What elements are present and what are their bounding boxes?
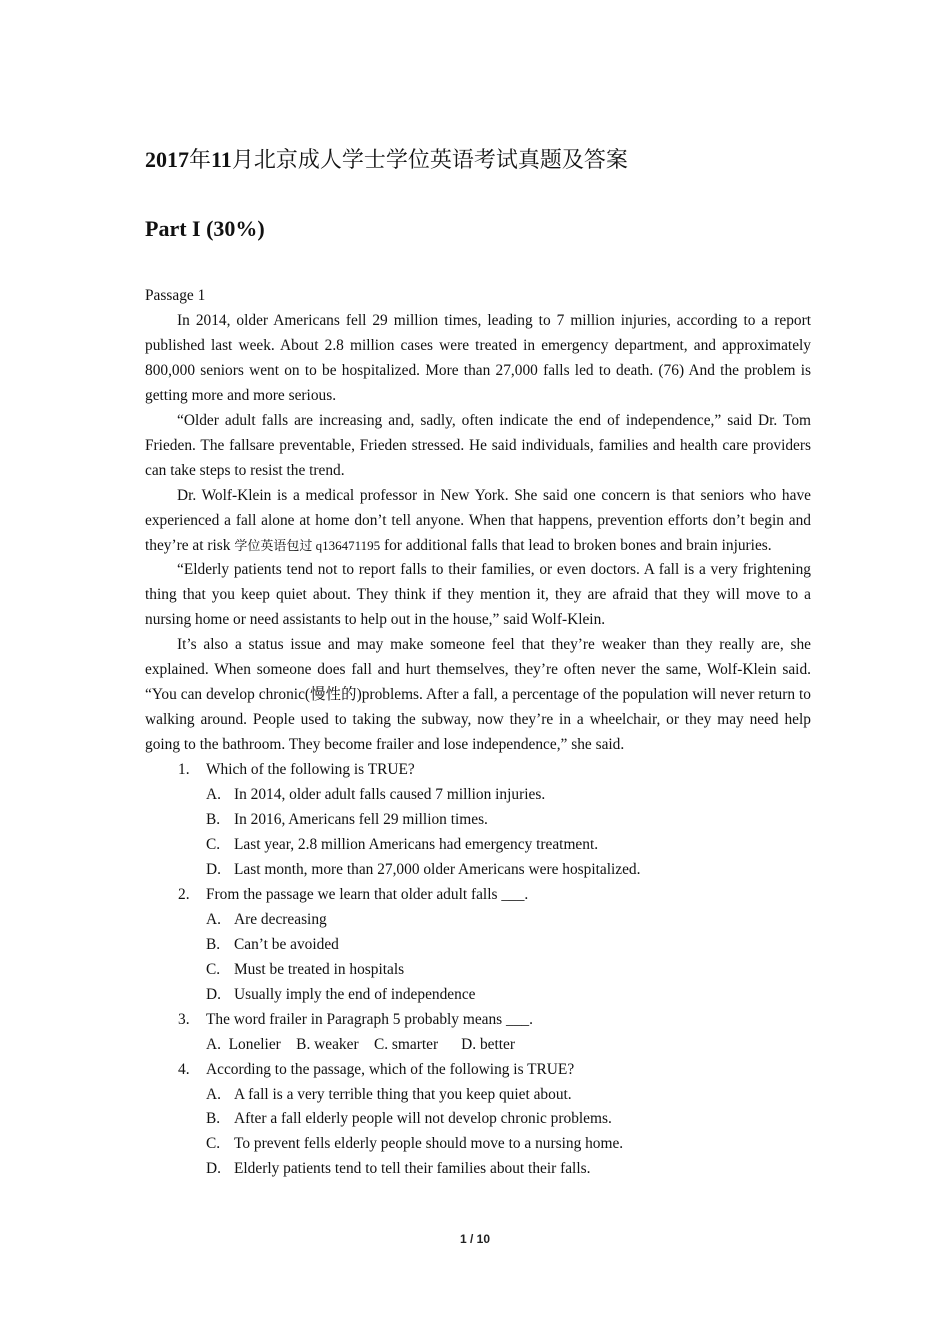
question-2: [178, 883, 811, 908]
question-text: The word frailer in Paragraph 5 probably means ___.: [206, 1010, 533, 1028]
option-text: After a fall elderly people will not develop chronic problems.: [234, 1110, 612, 1128]
question-text: Which of the following is TRUE?: [206, 761, 415, 779]
question-number: 4.: [178, 1060, 190, 1078]
option-text: A fall is a very terrible thing that you keep quiet about.: [234, 1085, 572, 1103]
part-heading: Part I (30%): [145, 216, 265, 241]
question-number: 1.: [178, 761, 190, 779]
option-letter: C.: [206, 960, 221, 978]
option-2b: [206, 933, 811, 958]
option-2d: [206, 983, 811, 1008]
question-4: [178, 1058, 811, 1083]
option-1d: [206, 858, 811, 883]
passage-paragraph-5: It’s also a status issue and may make someone feel that they’re weaker than they really are, she explained. When someone does fall and hurt themselves, they’re often never the same, Wolf-Klein said. “You can develop chronic(慢性的)problems. After a fall, a percentage of the population will never return to walking around. People used to taking the subway, now they’re in a wheelchair, or they may need help going to the bathroom. They become frailer and lose independence,” she said.: [145, 636, 811, 754]
option-letter: D.: [206, 1160, 221, 1178]
option-4a: [206, 1083, 811, 1108]
question-number: 2.: [178, 885, 190, 903]
option-text: Can’t be avoided: [234, 935, 339, 953]
option-text: In 2016, Americans fell 29 million times.: [234, 811, 488, 829]
paragraph-3-start: Dr. Wolf-Klein is a medical professor in New York. She said one concern is that seniors who have experienced a fall alone at home don’t tell anyone. When that happens, prevention efforts don’t begin and they’re at risk: [145, 486, 811, 554]
option-text: Last month, more than 27,000 older Americans were hospitalized.: [234, 860, 641, 878]
option-text: In 2014, older adult falls caused 7 million injuries.: [234, 786, 546, 804]
option-2c: [206, 958, 811, 983]
passage-paragraph-4: “Elderly patients tend not to report falls to their families, or even doctors. A fall is a very frightening thing that you keep quiet about. They think if they mention it, they are afraid that they will move to a nursing home or need assistants to help out in the house,” said Wolf-Klein.: [145, 561, 811, 629]
option-text: Must be treated in hospitals: [234, 960, 405, 978]
question-text: From the passage we learn that older adult falls ___.: [206, 885, 529, 903]
title-year: 2017: [145, 147, 189, 172]
option-text: Usually imply the end of independence: [234, 985, 476, 1003]
question-1: [178, 758, 811, 783]
option-letter: A.: [206, 1085, 221, 1103]
option-letter: B.: [206, 935, 221, 953]
title-rest: 月北京成人学士学位英语考试真题及答案: [231, 147, 628, 172]
option-text: Last year, 2.8 million Americans had emergency treatment.: [234, 835, 599, 853]
passage-paragraph-2: “Older adult falls are increasing and, sadly, often indicate the end of independence,” said Dr. Tom Frieden. The fallsare preventable, Frieden stressed. He said individuals, families and health care providers can take steps to resist the trend.: [145, 411, 811, 479]
option-4b: [206, 1107, 811, 1132]
option-4c: [206, 1132, 811, 1157]
option-line-3: A. Lonelier B. weaker C. smarter D. better: [206, 1035, 515, 1053]
option-text: Elderly patients tend to tell their families about their falls.: [234, 1160, 591, 1178]
page-title: [145, 143, 628, 174]
option-1b: [206, 808, 811, 833]
option-text: Are decreasing: [234, 910, 327, 928]
option-letter: D.: [206, 860, 221, 878]
title-month: 11: [211, 147, 232, 172]
option-text: To prevent fells elderly people should move to a nursing home.: [234, 1135, 624, 1153]
option-4d: [206, 1157, 811, 1182]
question-text: According to the passage, which of the following is TRUE?: [206, 1060, 575, 1078]
watermark-text: 学位英语包过 q136471195: [234, 537, 381, 553]
question-3: [178, 1008, 811, 1033]
option-letter: A.: [206, 786, 221, 804]
option-letter: A.: [206, 910, 221, 928]
option-letter: B.: [206, 811, 221, 829]
passage-label: Passage 1: [145, 287, 206, 304]
option-1a: [206, 783, 811, 808]
exam-content: [145, 284, 811, 1182]
passage-paragraph-3: [145, 484, 811, 559]
option-letter: C.: [206, 835, 221, 853]
page-number: 1 / 10: [459, 1232, 491, 1246]
option-letter: C.: [206, 1135, 221, 1153]
option-2a: [206, 908, 811, 933]
passage-paragraph-1: In 2014, older Americans fell 29 million times, leading to 7 million injuries, according to a report published last week. About 2.8 million cases were treated in emergency department, and approximately 800,000 seniors went on to be hospitalized. More than 27,000 falls led to death. (76) And the problem is getting more and more serious.: [145, 311, 811, 404]
option-1c: [206, 833, 811, 858]
paragraph-3-end: for additional falls that lead to broken bones and brain injuries.: [380, 536, 772, 554]
option-letter: D.: [206, 985, 221, 1003]
option-letter: B.: [206, 1110, 221, 1128]
question-number: 3.: [178, 1010, 190, 1028]
title-year-suffix: 年: [189, 147, 212, 172]
